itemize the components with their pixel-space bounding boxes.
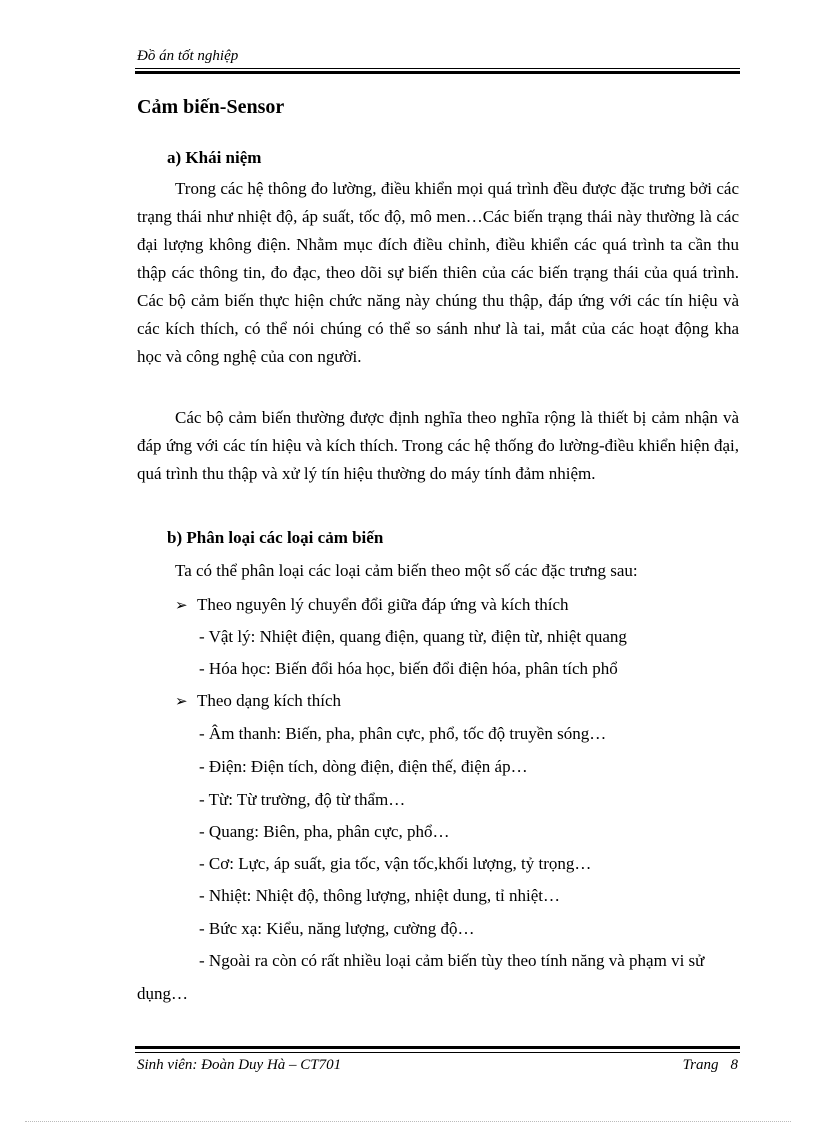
section-a-paragraph-1: Trong các hệ thông đo lường, điều khiển mọi quá trình đều được đặc trưng bởi các trạng thái như nhiệt độ, áp suất, tốc độ, mô men…Các biến trạng thái này thường là các đại lượng không điện. Nhằm mục đích điều chỉnh, điều khiển các quá trình ta cần thu thập các thông tin, đo đạc, theo dõi sự biến thiên của các biến trạng thái của quá trình. Các bộ cảm biến thực hiện chức năng này chúng thu thập, đáp ứng với các tín hiệu và các kích thích, có thể nói chúng có thể so sánh như là tai, mắt của các hoạt động kha học và công nghệ của con người. [137,179,739,366]
footer-rule-thin [135,1052,740,1053]
list-item: - Nhiệt: Nhiệt độ, thông lượng, nhiệt dung, tỉ nhiệt… [199,886,561,905]
list-item: - Quang: Biên, pha, phân cực, phổ… [199,822,450,841]
header-title: Đồ án tốt nghiệp [137,48,239,64]
bullet-stimulus-label: Theo dạng kích thích [197,691,341,710]
list-item: - Bức xạ: Kiểu, năng lượng, cường độ… [199,919,475,938]
closing-line-2: dụng… [137,984,188,1003]
bullet-principle-label: Theo nguyên lý chuyển đổi giữa đáp ứng và kích thích [197,595,569,614]
section-a-heading: a) Khái niệm [167,148,262,167]
bullet-principle [175,594,569,617]
footer-student: Sinh viên: Đoàn Duy Hà – CT701 [137,1057,342,1073]
header-rule-thick [135,71,740,74]
page-edge-divider [25,1121,791,1122]
footer-page-number: 8 [730,1057,738,1073]
list-item: - Âm thanh: Biến, pha, phân cực, phổ, tốc độ truyền sóng… [199,724,607,743]
footer-page [683,1057,738,1074]
list-item: - Điện: Điện tích, dòng điện, điện thế, điện áp… [199,757,528,776]
arrow-bullet-icon: ➢ [175,694,188,710]
list-item: - Hóa học: Biến đổi hóa học, biến đổi điện hóa, phân tích phổ [199,659,618,678]
closing-line-1: - Ngoài ra còn có rất nhiều loại cảm biến tùy theo tính năng và phạm vi sử [199,951,705,970]
list-item: - Từ: Từ trường, độ từ thẩm… [199,790,406,809]
list-item: - Cơ: Lực, áp suất, gia tốc, vận tốc,khối lượng, tỷ trọng… [199,854,592,873]
bullet-stimulus [175,690,341,713]
page-title: Cảm biến-Sensor [137,96,285,118]
section-b-heading: b) Phân loại các loại cảm biến [167,528,384,547]
footer-rule-thick [135,1046,740,1049]
section-b-intro: Ta có thể phân loại các loại cảm biến theo một số các đặc trưng sau: [175,561,638,580]
arrow-bullet-icon: ➢ [175,598,188,614]
section-a-paragraph-2: Các bộ cảm biến thường được định nghĩa theo nghĩa rộng là thiết bị cảm nhận và đáp ứng với các tín hiệu và kích thích. Trong các hệ thống đo lường-điều khiển hiện đại, quá trình thu thập và xử lý tín hiệu thường do máy tính đảm nhiệm. [137,408,739,483]
list-item: - Vật lý: Nhiệt điện, quang điện, quang từ, điện từ, nhiệt quang [199,627,627,646]
footer-page-label: Trang [682,1057,719,1073]
header-rule-thin [135,68,740,69]
